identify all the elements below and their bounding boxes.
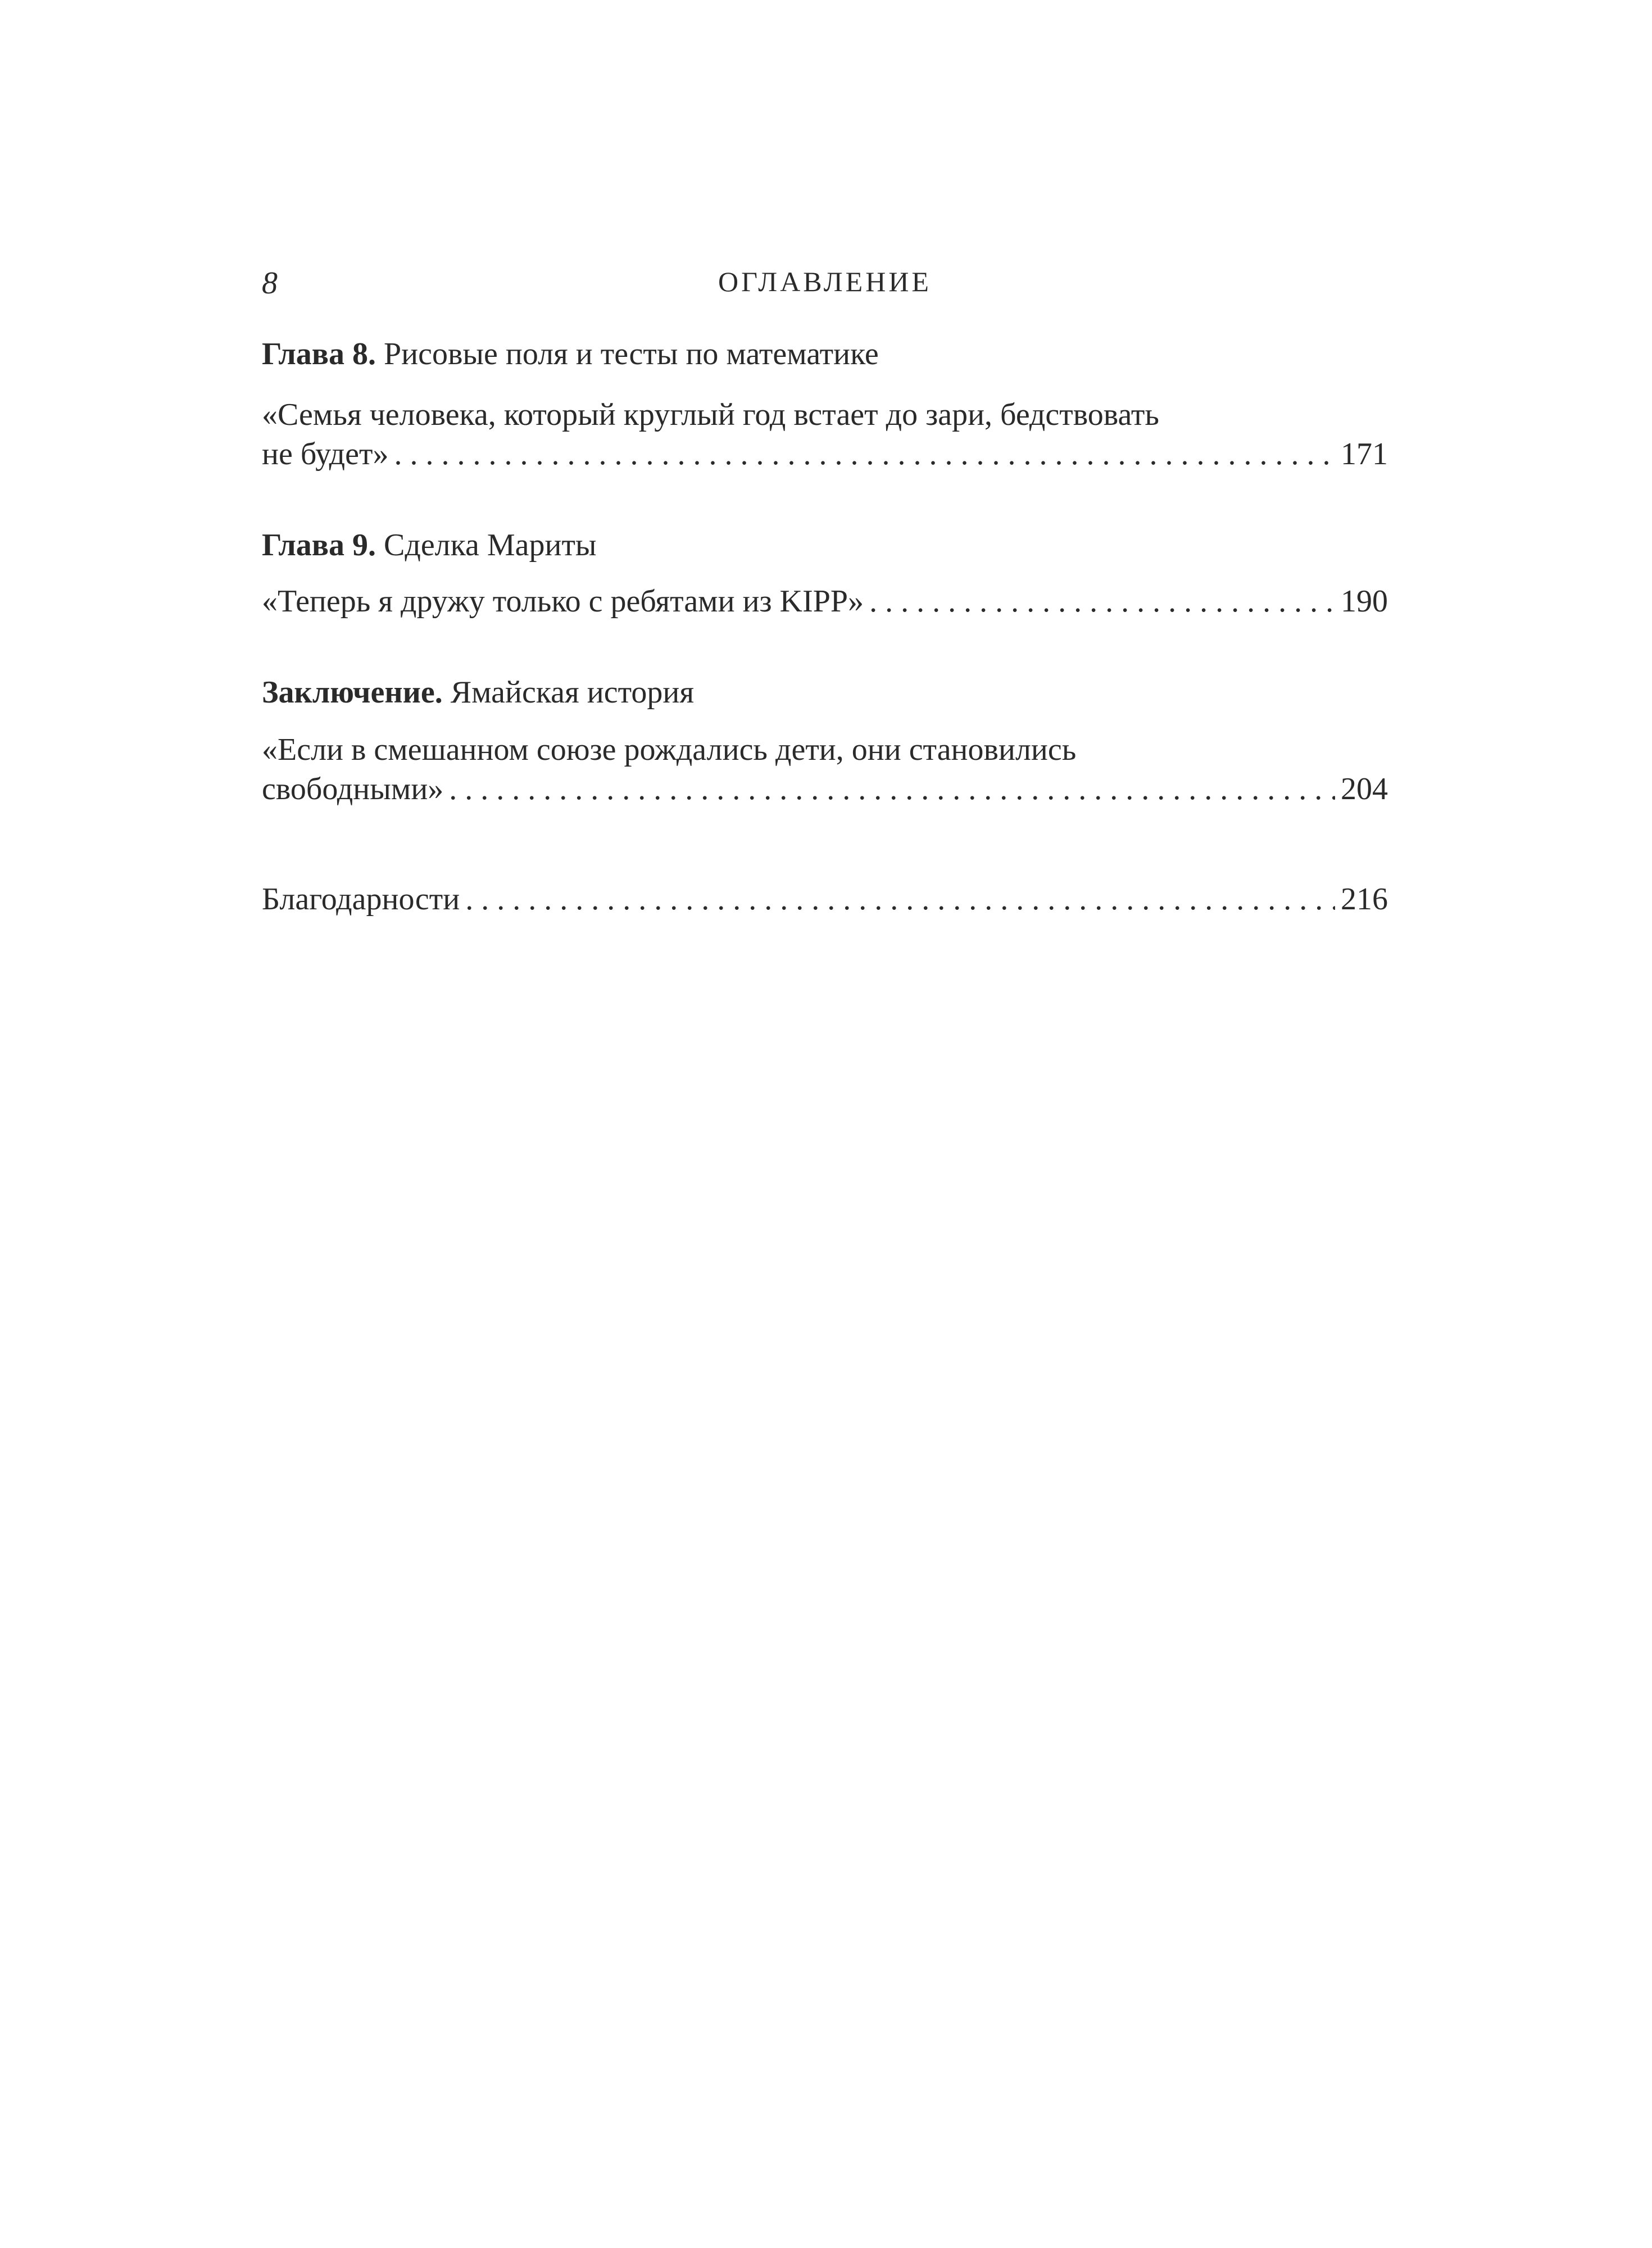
page-number: 8 (262, 266, 278, 301)
chapter-subtitle-line: не будет» (262, 437, 389, 472)
running-title: ОГЛАВЛЕНИЕ (718, 266, 932, 297)
chapter-subtitle-leader-line (262, 767, 1388, 812)
dot-leader (869, 579, 1335, 624)
chapter-subtitle-leader-line (262, 432, 1388, 477)
entry-title: Благодарности (262, 882, 460, 917)
chapter-subtitle-line: «Теперь я дружу только с ребятами из KIPP» (262, 584, 864, 619)
page-ref: 204 (1341, 772, 1388, 806)
dot-leader (449, 767, 1335, 812)
chapter-heading (262, 670, 1388, 715)
chapter-label: Глава 8. (262, 337, 376, 371)
dot-leader (465, 877, 1335, 922)
chapter-subtitle-line: «Семья человека, который круглый год встает до зари, бедствовать (262, 397, 1159, 432)
chapter-heading (262, 332, 1388, 377)
page-ref: 190 (1341, 584, 1388, 619)
chapter-label: Заключение. (262, 675, 443, 710)
chapter-label: Глава 9. (262, 528, 376, 563)
chapter-subtitle-leader-line (262, 579, 1388, 624)
chapter-heading (262, 523, 1388, 568)
chapter-subtitle-line: «Если в смешанном союзе рождались дети, они становились (262, 732, 1077, 767)
chapter-title: Рисовые поля и тесты по математике (383, 337, 879, 371)
page-header (262, 253, 1388, 303)
page-ref: 216 (1341, 882, 1388, 917)
acknowledgements-leader-line (262, 877, 1388, 922)
dot-leader (394, 432, 1335, 477)
chapter-subtitle-line: свободными» (262, 772, 444, 806)
chapter-title: Ямайская история (450, 675, 695, 710)
page-ref: 171 (1341, 437, 1388, 472)
chapter-title: Сделка Мариты (383, 528, 597, 563)
